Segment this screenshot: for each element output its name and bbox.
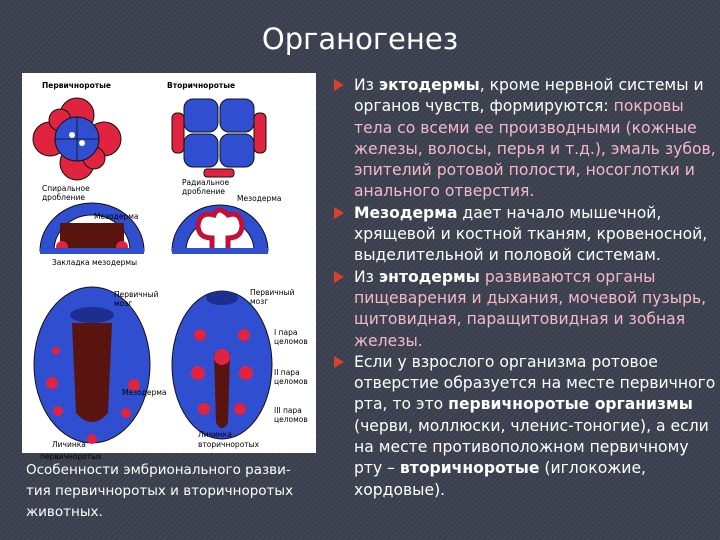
- label-pair2-1: II пара: [274, 368, 300, 377]
- label-brain-left-1: Первичный: [114, 290, 159, 299]
- label-radial-1: Радиальное: [182, 178, 230, 187]
- slide-title: Органогенез: [261, 22, 459, 56]
- label-mesoderm-mid: Мезодерма: [94, 212, 139, 221]
- protostome-gastrula: [40, 203, 144, 253]
- bullet-mesoderm: Мезодерма дает начало мышечной, хрящевой и костной тканям, кровеносной, выделительной и половой системам.: [330, 203, 716, 267]
- label-brain-left-2: мозг: [114, 299, 133, 308]
- bullet-endoderm: Из энтодермы развиваются органы пищеварения и дыхания, мочевой пузырь, щитовидная, паращитовидная и зобная железы.: [330, 267, 716, 352]
- bullet-protostomes-deuterostomes: Если у взрослого организма ротовое отверстие образуется на месте первичного рта, то это первичноротые организмы (черви, моллюски, членис-тоногие), а если на месте противоположном первичному рту – вторичноротые (иглокожие, хордовые).: [330, 352, 716, 501]
- label-spiral-2: дробление: [42, 193, 85, 202]
- label-pair2-2: целомов: [274, 377, 308, 386]
- bullet-arrow-icon: [334, 79, 344, 91]
- bullet-list: [330, 75, 716, 501]
- label-larva-left-2: первичноротых: [40, 452, 102, 461]
- deuterostome-larva: [172, 291, 272, 439]
- label-pair1-2: целомов: [274, 337, 308, 346]
- caption-line: Особенности эмбрионального разви-: [26, 462, 291, 478]
- bullet-arrow-icon: [334, 356, 344, 368]
- deuterostome-gastrula: [172, 205, 268, 251]
- label-radial-2: дробление: [182, 187, 225, 196]
- label-deuterostomes: Вторичноротые: [167, 81, 236, 90]
- caption-line: тия первичноротых и вторичноротых: [26, 483, 294, 499]
- bullet-arrow-icon: [334, 207, 344, 219]
- figure-caption: [26, 460, 326, 523]
- radial-cleavage-embryo: [172, 99, 266, 177]
- label-pair1-1: I пара: [274, 328, 298, 337]
- embryo-development-figure: [22, 73, 316, 453]
- label-mesoderm-bud: Закладка мезодермы: [52, 258, 138, 267]
- bullet-arrow-icon: [334, 271, 344, 283]
- label-brain-right-2: мозг: [250, 297, 269, 306]
- label-spiral-1: Спиральное: [42, 184, 90, 193]
- label-mesoderm-top: Мезодерма: [237, 194, 282, 203]
- label-larva-left-1: Личинка: [52, 440, 86, 449]
- label-pair3-1: III пара: [274, 406, 302, 415]
- caption-line: животных.: [26, 504, 103, 520]
- label-mesoderm-bottom: Мезодерма: [122, 388, 167, 397]
- label-protostomes: Первичноротые: [42, 81, 111, 90]
- label-larva-right-2: вторичноротых: [198, 440, 260, 449]
- label-larva-right-1: Личинка: [198, 430, 232, 439]
- label-pair3-2: целомов: [274, 415, 308, 424]
- bullet-ectoderm: Из эктодермы, кроме нервной системы и органов чувств, формируются: покровы тела со всеми ее производными (кожные железы, волосы, перья и т.д.), эмаль зубов, эпителий ротовой полости, носоглотки и анального отверстия.: [330, 75, 716, 203]
- spiral-cleavage-embryo: [33, 98, 121, 180]
- protostome-larva: [34, 287, 150, 444]
- label-brain-right-1: Первичный: [250, 288, 295, 297]
